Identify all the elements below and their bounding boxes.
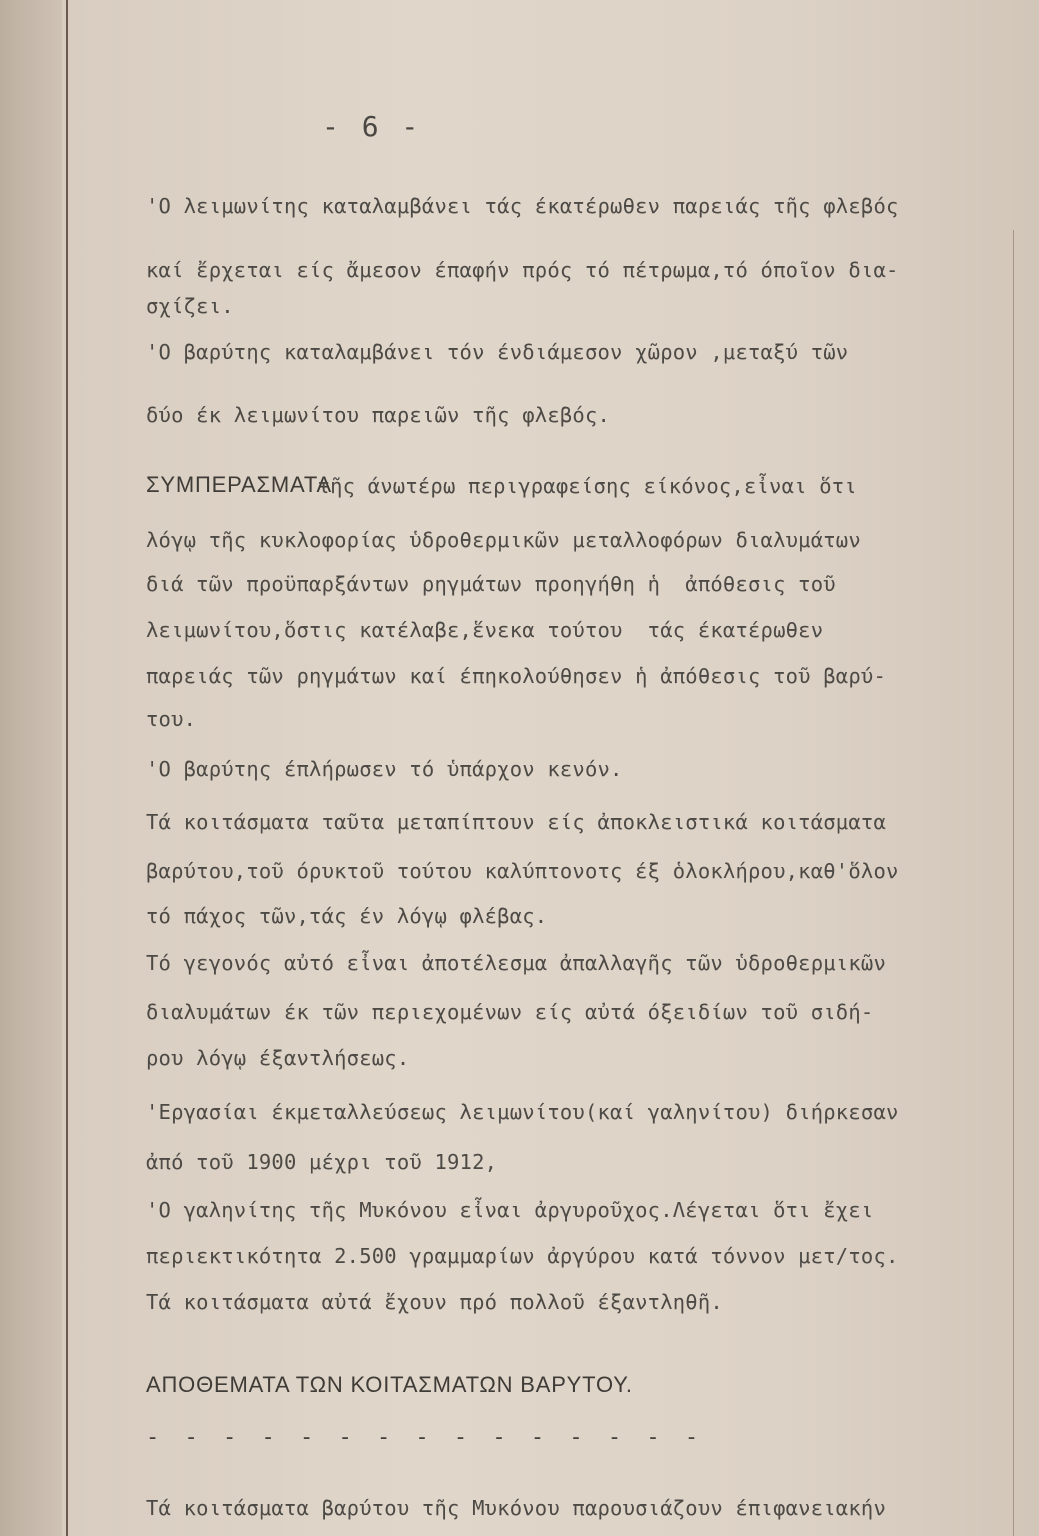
text-line: ρου λόγῳ έξαντλήσεως.: [146, 1046, 410, 1070]
text-line: Τά κοιτάσματα αὐτά ἔχουν πρό πολλοῦ έξαντληθῆ.: [146, 1290, 723, 1314]
text-line: καί ἔρχεται είς ἄμεσον έπαφήν πρός τό πέτρωμα,τό όποῖον δια-: [146, 258, 899, 282]
text-line: δύο έκ λειμωνίτου παρειῶν τῆς φλεβός.: [146, 403, 611, 427]
heading-underline: - - - - - - - - - - - - - - -: [146, 1425, 705, 1450]
text-line: τῆς άνωτέρω περιγραφείσης είκόνος,εἶναι ὅτι: [305, 474, 857, 498]
text-line: βαρύτου,τοῦ όρυκτοῦ τούτου καλύπτονοτς έξ ὁλοκλήρου,καθ'ὅλον: [146, 859, 899, 883]
text-line: Τά κοιτάσματα βαρύτου τῆς Μυκόνου παρουσιάζουν έπιφανειακήν: [146, 1496, 886, 1520]
text-line: ἀπό τοῦ 1900 μέχρι τοῦ 1912,: [146, 1150, 498, 1174]
text-line: σχίζει.: [146, 294, 234, 318]
text-line: 'Εργασίαι έκμεταλλεύσεως λειμωνίτου(καί γαληνίτου) διήρκεσαν: [146, 1100, 899, 1124]
text-line: διαλυμάτων έκ τῶν περιεχομένων είς αὐτά όξειδίων τοῦ σιδή-: [146, 1000, 874, 1024]
page-number: - 6 -: [322, 110, 422, 143]
page-left-margin: [0, 0, 62, 1536]
text-line: 'Ο βαρύτης καταλαμβάνει τόν ένδιάμεσον χῶρον ,μεταξύ τῶν: [146, 340, 849, 364]
section-heading: ΣΥΜΠΕΡΑΣΜΑΤΑ: [146, 472, 332, 497]
text-line: Τά κοιτάσματα ταῦτα μεταπίπτουν είς ἀποκλειστικά κοιτάσματα: [146, 810, 886, 834]
text-line: του.: [146, 707, 197, 731]
text-line: παρειάς τῶν ρηγμάτων καί έπηκολούθησεν ἡ ἀπόθεσις τοῦ βαρύ-: [146, 664, 886, 688]
text-line: διά τῶν προϋπαρξάντων ρηγμάτων προηγήθη ἡ ἀπόθεσις τοῦ: [146, 572, 836, 596]
text-line: περιεκτικότητα 2.500 γραμμαρίων ἀργύρου κατά τόννον μετ/τος.: [146, 1244, 899, 1268]
text-line: λόγῳ τῆς κυκλοφορίας ὑδροθερμικῶν μεταλλοφόρων διαλυμάτων: [146, 528, 861, 552]
page-edge-line: [66, 0, 68, 1536]
section-heading: ΑΠΟΘΕΜΑΤΑ ΤΩΝ ΚΟΙΤΑΣΜΑΤΩΝ ΒΑΡΥΤΟΥ.: [146, 1372, 633, 1397]
text-line: Τό γεγονός αὐτό εἶναι ἀποτέλεσμα ἀπαλλαγῆς τῶν ὑδροθερμικῶν: [146, 951, 886, 975]
text-line: λειμωνίτου,ὅστις κατέλαβε,ἕνεκα τούτου τάς έκατέρωθεν: [146, 618, 824, 642]
text-line: 'Ο βαρύτης έπλήρωσεν τό ὑπάρχον κενόν.: [146, 757, 623, 781]
text-line: τό πάχος τῶν,τάς έν λόγῳ φλέβας.: [146, 904, 548, 928]
text-line: 'Ο γαληνίτης τῆς Μυκόνου εἶναι ἀργυροῦχος.Λέγεται ὅτι ἔχει: [146, 1198, 874, 1222]
page-right-edge: [1013, 230, 1014, 1536]
text-line: 'Ο λειμωνίτης καταλαμβάνει τάς έκατέρωθεν παρειάς τῆς φλεβός: [146, 194, 899, 218]
